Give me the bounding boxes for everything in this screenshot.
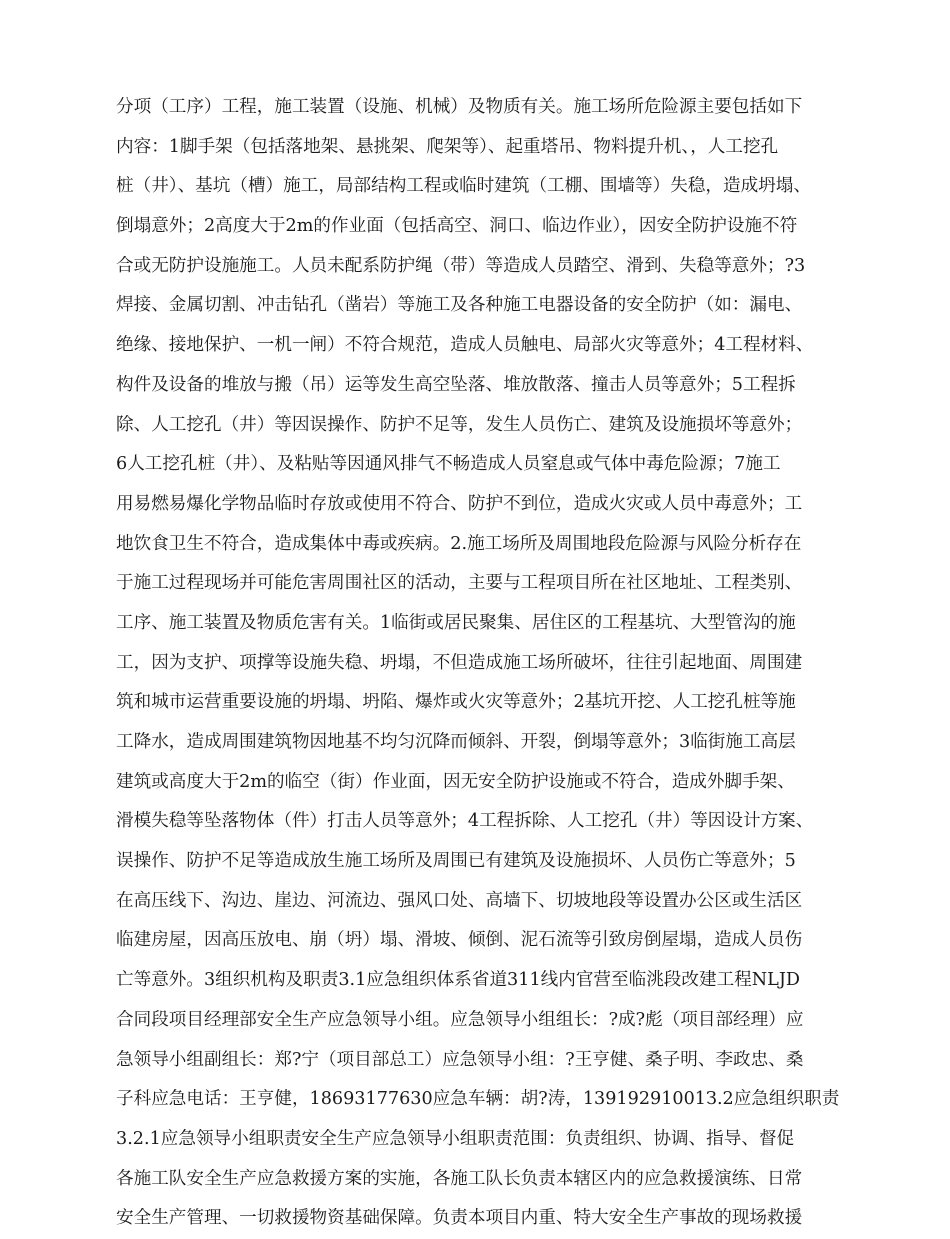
text-line: 筑和城市运营重要设施的坍塌、坍陷、爆炸或火灾等意外；2基坑开挖、人工挖孔桩等施: [116, 692, 796, 713]
text-line: 建筑或高度大于2m的临空（街）作业面，因无安全防护设施或不符合，造成外脚手架、: [116, 771, 795, 792]
text-line: 用易燃易爆化学物品临时存放或使用不符合、防护不到位，造成火灾或人员中毒意外；工: [116, 493, 803, 514]
text-line: 工，因为支护、项撑等设施失稳、坍塌，不但造成施工场所破坏，往往引起地面、周围建: [116, 652, 803, 673]
text-line: 构件及设备的堆放与搬（吊）运等发生高空坠落、堆放散落、撞击人员等意外；5工程拆: [116, 374, 796, 395]
text-line: 合或无防护设施施工。人员未配系防护绳（带）等造成人员踏空、滑到、失稳等意外；?3: [116, 255, 806, 276]
text-line: 倒塌意外；2高度大于2m的作业面（包括高空、洞口、临边作业），因安全防护设施不符: [116, 216, 798, 237]
text-line: 于施工过程现场并可能危害周围社区的活动，主要与工程项目所在社区地址、工程类别、: [116, 573, 803, 594]
text-line: 急领导小组副组长：郑?宁（项目部总工）应急领导小组：?王亨健、桑子明、李政忠、桑: [116, 1049, 804, 1070]
text-line: 3.2.1应急领导小组职责安全生产应急领导小组职责范围：负责组织、协调、指导、督促: [116, 1128, 795, 1149]
text-line: 安全生产管理、一切救援物资基础保障。负责本项目内重、特大安全生产事故的现场救援: [116, 1208, 803, 1229]
text-line: 内容：1脚手架（包括落地架、悬挑架、爬架等）、起重塔吊、物料提升机、，人工挖孔: [116, 136, 779, 157]
text-line: 桩（井）、基坑（槽）施工，局部结构工程或临时建筑（工棚、围墙等）失稳，造成坍塌、: [116, 176, 811, 197]
text-line: 地饮食卫生不符合，造成集体中毒或疾病。2.施工场所及周围地段危险源与风险分析存在: [116, 533, 802, 554]
body-text: [116, 88, 856, 1239]
text-line: 误操作、防护不足等造成放生施工场所及周围已有建筑及设施损坏、人员伤亡等意外；5: [116, 851, 796, 872]
text-line: 在高压线下、沟边、崖边、河流边、强风口处、高墙下、切坡地段等设置办公区或生活区: [116, 890, 803, 911]
text-line: 工序、施工装置及物质危害有关。1临街或居民聚集、居住区的工程基坑、大型管沟的施: [116, 612, 796, 633]
text-line: 工降水，造成周围建筑物因地基不均匀沉降而倾斜、开裂，倒塌等意外；3临街施工高层: [116, 732, 796, 752]
text-line: 亡等意外。3组织机构及职责3.1应急组织体系省道311线内官营至临洮段改建工程NLJD: [116, 970, 800, 991]
text-line: 各施工队安全生产应急救援方案的实施，各施工队长负责本辖区内的应急救援演练、日常: [116, 1168, 803, 1189]
text-line: 绝缘、接地保护、一机一闸）不符合规范，造成人员触电、局部火灾等意外；4工程材料、: [116, 335, 814, 356]
text-line: 合同段项目经理部安全生产应急领导小组。应急领导小组组长：?成?彪（项目部经理）应: [116, 1009, 804, 1030]
text-line: 子科应急电话：王亨健，18693177630应急车辆：胡?涛，13919291001З.2应急组织职责: [116, 1089, 840, 1110]
text-line: 除、人工挖孔（井）等因误操作、防护不足等，发生人员伤亡、建筑及设施损坏等意外；: [116, 414, 803, 435]
text-line: 焊接、金属切割、冲击钻孔（凿岩）等施工及各种施工电器设备的安全防护（如：漏电、: [116, 295, 803, 316]
text-line: 临建房屋，因高压放电、崩（坍）塌、滑坡、倾倒、泥石流等引致房倒屋塌，造成人员伤: [116, 930, 803, 951]
text-line: 滑模失稳等坠落物体（件）打击人员等意外；4工程拆除、人工挖孔（井）等因设计方案、: [116, 811, 814, 832]
text-line: 6人工挖孔桩（井）、及粘贴等因通风排气不畅造成人员窒息或气体中毒危险源；7施工: [116, 454, 781, 475]
text-line: 分项（工序）工程，施工装置（设施、机械）及物质有关。施工场所危险源主要包括如下: [116, 97, 803, 117]
